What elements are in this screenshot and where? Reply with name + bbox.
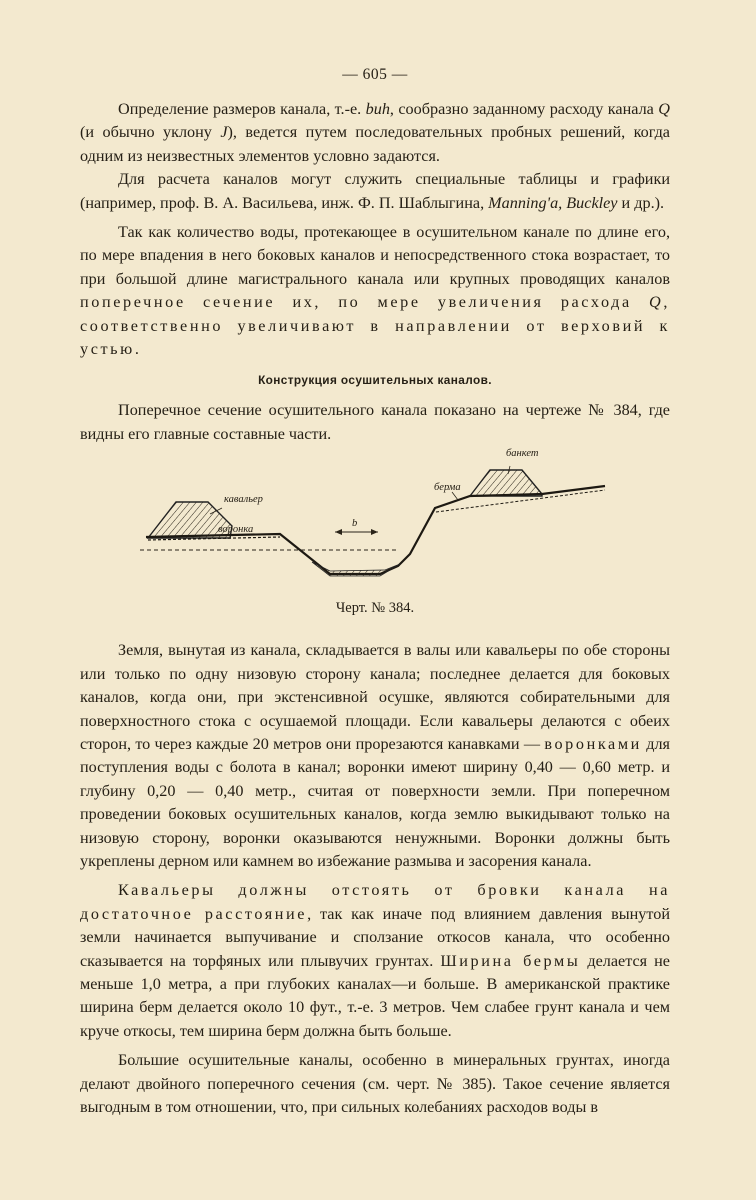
- label-b: b: [352, 518, 358, 530]
- right-banket-shape: [470, 470, 542, 496]
- paragraph-4: Поперечное сечение осушительного канала показано на чертеже № 384, где видны его главные составные части.: [80, 401, 670, 443]
- paragraph-5: Земля, вынутая из канала, складывается в валы или кавальеры по обе стороны или только по одну низовую сторону канала; последнее делается для боковых каналов, когда они, при экстенсивной осушке, являются собирательными для поверхностного стока с осушаемой площади. Если кавальеры делаются с обеих сторон, то через каждые 20 метров они прорезаются канавками — воронками для поступления воды с болота в канал; воронки имеют ширину 0,40 — 0,60 метр. и глубину 0,20 — 0,40 метр., считая от поверхности земли. При поперечном проведении боковых осушительных каналов, когда землю выкидывают только на низовую сторону, воронки оказываются ненужными. Воронки должны быть укреплены дерном или камнем во избежание размыва и засорения канала.: [80, 641, 670, 870]
- section-heading: Конструкция осушительных каналов.: [258, 373, 492, 388]
- label-berma: берма: [434, 482, 461, 494]
- canal-cross-section-drawing: [80, 446, 670, 596]
- label-kavalier: кавальер: [224, 494, 263, 506]
- page-number: — 605 —: [342, 66, 408, 83]
- label-banket: банкет: [506, 448, 539, 460]
- paragraph-6: Кавальеры должны отстоять от бровки канала на достаточное расстояние, так как иначе под влиянием давления вынутой земли начинается выпучивание и сползание откосов канала, что особенно сказывается на торфяных или плывучих грунтах. Ширина бермы делается не меньше 1,0 метра, а при глубоких каналах—и больше. В американской практике ширина берм делается около 10 фут., т.-е. 3 метров. Чем слабее грунт канала и чем круче откосы, тем ширина берм должна быть больше.: [80, 881, 670, 1040]
- paragraph-2: Для расчета каналов могут служить специальные таблицы и графики (например, проф. В. А. Васильева, инж. Ф. П. Шаблыгина, Manning'a, Buckley и др.).: [80, 170, 670, 212]
- canal-bed: [312, 562, 400, 576]
- paragraph-3: Так как количество воды, протекающее в осушительном канале по длине его, по мере впадения в него боковых каналов и непосредственного стока возрастает, то при большой длине магистрального канала или крупных проводящих каналов поперечное сечение их, по мере увеличения расхода Q, соответственно увеличивают в направлении от верховий к устью.: [80, 223, 670, 359]
- label-voronka: воронка: [218, 524, 254, 536]
- canal-cross-section-figure: [80, 446, 670, 596]
- paragraph-1: Определение размеров канала, т.-е. bиh, сообразно заданному расходу канала Q (и обычно уклону J), ведется путем последовательных пробных решений, когда одним из неизвестных элементов условно задаются.: [80, 100, 670, 165]
- paragraph-7: Большие осушительные каналы, особенно в минеральных грунтах, иногда делают двойного поперечного сечения (см. черт. № 385). Такое сечение является выгодным в том отношении, что, при сильных колебаниях расходов воды в: [80, 1051, 670, 1116]
- figure-caption: Черт. № 384.: [335, 600, 415, 617]
